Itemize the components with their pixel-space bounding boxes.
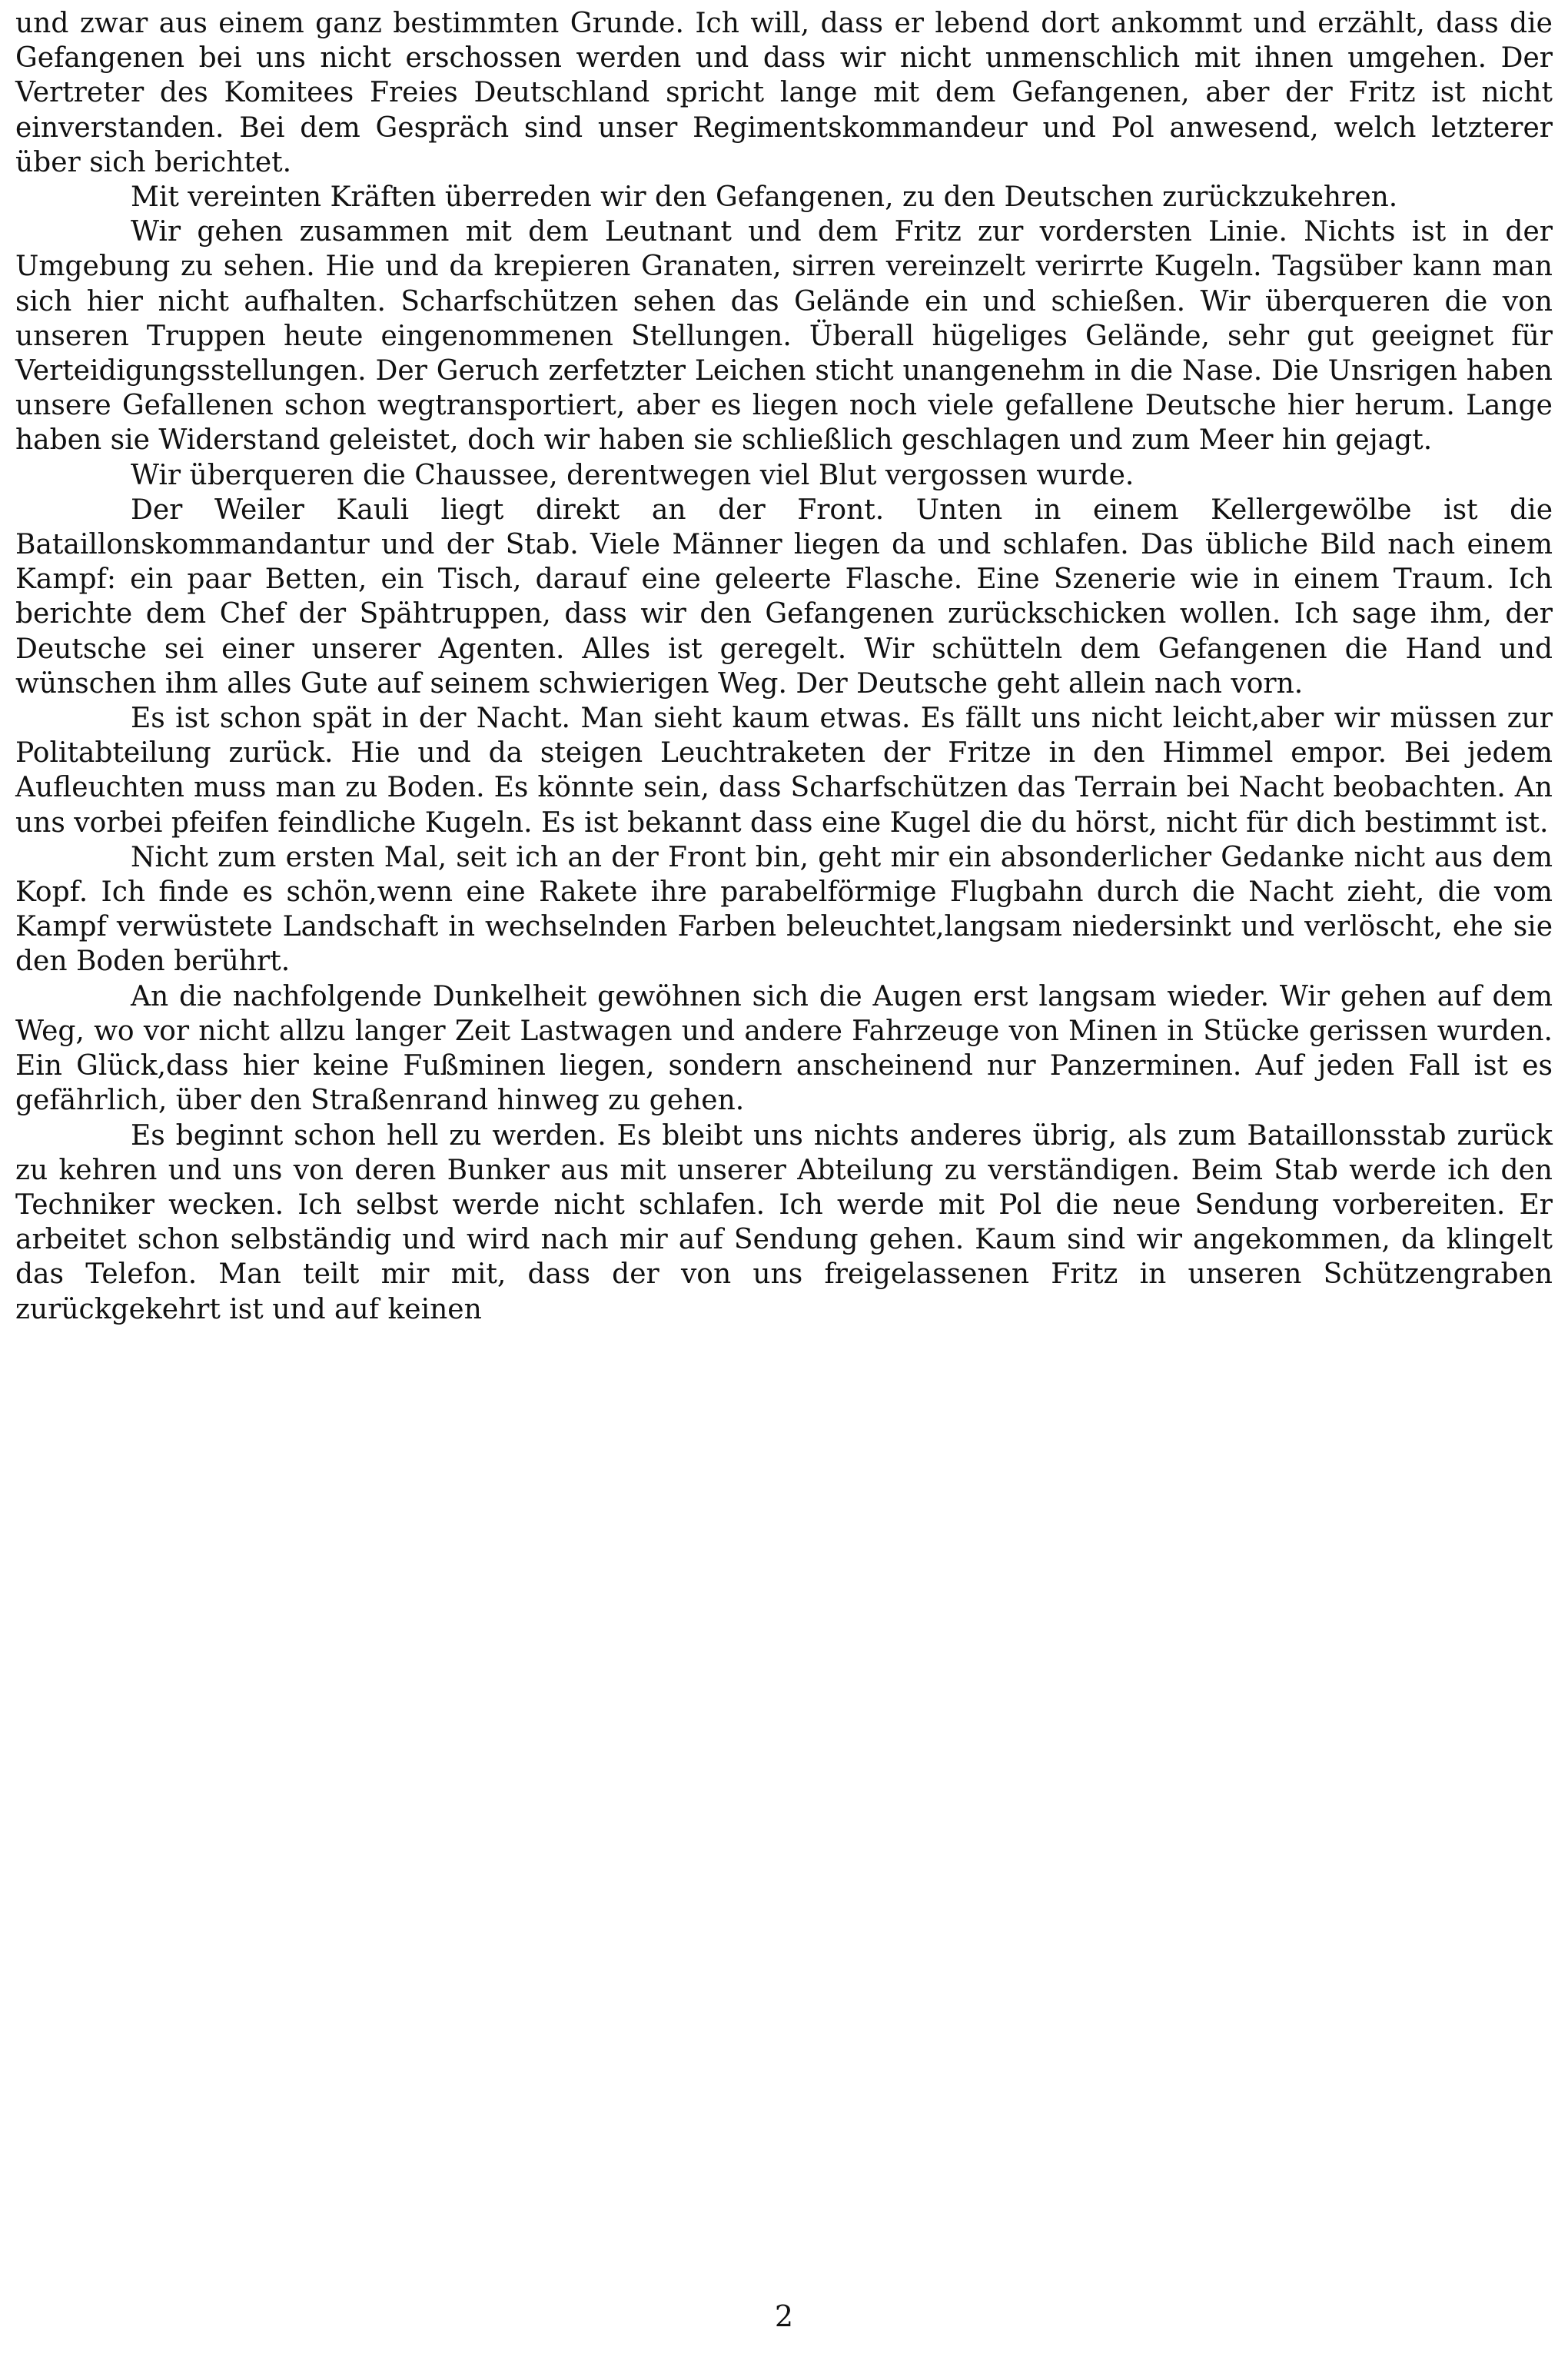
body-text <box>15 6 1553 1327</box>
paragraph: Wir überqueren die Chaussee, derentwegen viel Blut vergossen wurde. <box>131 459 1134 491</box>
paragraph: Es ist schon spät in der Nacht. Man sieht kaum etwas. Es fällt uns nicht leicht,aber wir müssen zur Politabteilung zurück. Hie und da steigen Leuchtraketen der Fritze in den Himmel empor. Bei jedem Aufleuchten muss man zu Boden. Es könnte sein, dass Scharfschützen das Terrain bei Nacht beobachten. An uns vorbei pfeifen feindliche Kugeln. Es ist bekannt dass eine Kugel die du hörst, nicht für dich bestimmt ist. <box>15 703 1553 839</box>
paragraph: An die nachfolgende Dunkelheit gewöhnen sich die Augen erst langsam wieder. Wir gehen auf dem Weg, wo vor nicht allzu langer Zeit Lastwagen und andere Fahrzeuge von Minen in Stücke gerissen wurden. Ein Glück,dass hier keine Fußminen liegen, sondern anscheinend nur Panzerminen. Auf jeden Fall ist es gefährlich, über den Straßenrand hinweg zu gehen. <box>15 980 1553 1117</box>
paragraph: Wir gehen zusammen mit dem Leutnant und dem Fritz zur vordersten Linie. Nichts ist in der Umgebung zu sehen. Hie und da krepieren Granaten, sirren vereinzelt verirrte Kugeln. Tagsüber kann man sich hier nicht aufhalten. Scharfschützen sehen das Gelände ein und schießen. Wir überqueren die von unseren Truppen heute eingenommenen Stellungen. Überall hügeliges Gelände, sehr gut geeignet für Verteidigungsstellungen. Der Geruch zerfetzter Leichen sticht unangenehm in die Nase. Die Unsrigen haben unsere Gefallenen schon wegtransportiert, aber es liegen noch viele gefallene Deutsche hier herum. Lange haben sie Widerstand geleistet, doch wir haben sie schließlich geschlagen und zum Meer hin gejagt. <box>15 216 1553 457</box>
paragraph: Mit vereinten Kräften überreden wir den Gefangenen, zu den Deutschen zurückzukehren. <box>131 181 1398 214</box>
paragraph: Nicht zum ersten Mal, seit ich an der Front bin, geht mir ein absonderlicher Gedanke nicht aus dem Kopf. Ich finde es schön,wenn eine Rakete ihre parabelförmige Flugbahn durch die Nacht zieht, die vom Kampf verwüstete Landschaft in wechselnden Farben beleuchtet,langsam niedersinkt und verlöscht, ehe sie den Boden berührt. <box>15 841 1553 978</box>
paragraph: und zwar aus einem ganz bestimmten Grunde. Ich will, dass er lebend dort ankommt und erzählt, dass die Gefangenen bei uns nicht erschossen werden und dass wir nicht unmenschlich mit ihnen umgehen. Der Vertreter des Komitees Freies Deutschland spricht lange mit dem Gefangenen, aber der Fritz ist nicht einverstanden. Bei dem Gespräch sind unser Regimentskommandeur und Pol anwesend, welch letzterer über sich berichtet. <box>15 8 1553 178</box>
page-number: 2 <box>774 2299 794 2333</box>
document-page <box>15 0 1553 2357</box>
paragraph: Der Weiler Kauli liegt direkt an der Front. Unten in einem Kellergewölbe ist die Bataillonskommandantur und der Stab. Viele Männer liegen da und schlafen. Das übliche Bild nach einem Kampf: ein paar Betten, ein Tisch, darauf eine geleerte Flasche. Eine Szenerie wie in einem Traum. Ich berichte dem Chef der Spähtruppen, dass wir den Gefangenen zurückschicken wollen. Ich sage ihm, der Deutsche sei einer unserer Agenten. Alles ist geregelt. Wir schütteln dem Gefangenen die Hand und wünschen ihm alles Gute auf seinem schwierigen Weg. Der Deutsche geht allein nach vorn. <box>15 494 1553 700</box>
paragraph: Es beginnt schon hell zu werden. Es bleibt uns nichts anderes übrig, als zum Bataillonsstab zurück zu kehren und uns von deren Bunker aus mit unserer Abteilung zu verständigen. Beim Stab werde ich den Techniker wecken. Ich selbst werde nicht schlafen. Ich werde mit Pol die neue Sendung vorbereiten. Er arbeitet schon selbständig und wird nach mir auf Sendung gehen. Kaum sind wir angekommen, da klingelt das Telefon. Man teilt mir mit, dass der von uns freigelassenen Fritz in unseren Schützengraben zurückgekehrt ist und auf keinen <box>15 1119 1553 1325</box>
